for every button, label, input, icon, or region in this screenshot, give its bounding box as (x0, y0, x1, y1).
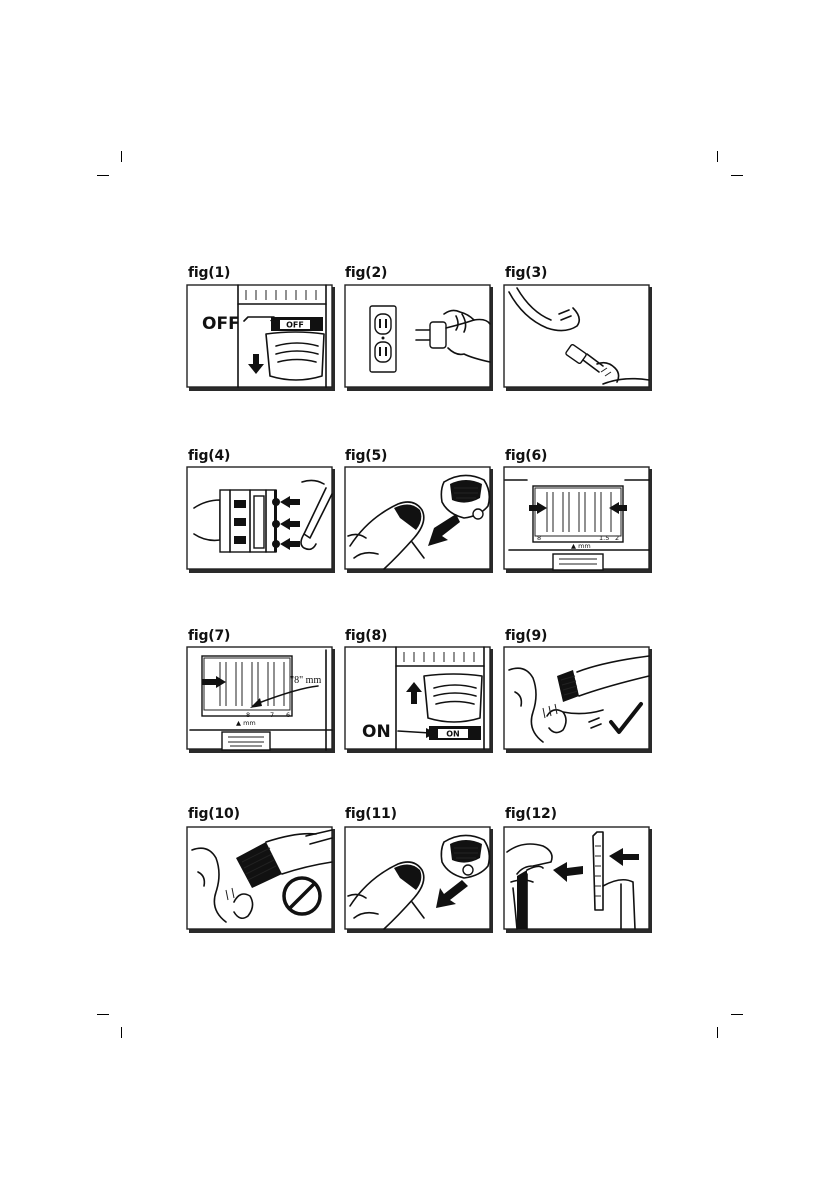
figure-caption: fig(12) (505, 806, 557, 822)
figure-caption: fig(2) (345, 265, 388, 281)
figure-10-illustration (186, 826, 336, 934)
off-label: OFF (202, 314, 240, 334)
crop-mark-tr-v (717, 151, 718, 162)
figure-7-illustration (186, 646, 336, 754)
on-label: ON (362, 722, 391, 742)
figure-6-illustration (503, 466, 653, 574)
figure-1-illustration (186, 284, 336, 392)
size-callout: "8" mm (290, 675, 322, 686)
crop-mark-bl-h (97, 1014, 109, 1015)
scale-label-left: 8 (246, 711, 251, 719)
scale-label-left: 8 (537, 534, 542, 542)
figure-9-illustration (503, 646, 653, 754)
off-tag: OFF (286, 320, 304, 330)
figure-caption: fig(11) (345, 806, 397, 822)
crop-mark-tl-v (121, 151, 122, 162)
figure-3-illustration (503, 284, 653, 392)
scale-label-right: 6 (286, 711, 291, 719)
figure-caption: fig(4) (188, 448, 231, 464)
scale-label-mid: 7 (270, 711, 275, 719)
figure-8-illustration (344, 646, 494, 754)
crop-mark-br-v (717, 1027, 718, 1038)
on-tag: ON (446, 729, 460, 739)
figure-caption: fig(9) (505, 628, 548, 644)
figure-5-illustration (344, 466, 494, 574)
scale-label-mid: 1.5 (599, 534, 610, 542)
crop-mark-bl-v (121, 1027, 122, 1038)
figure-12-illustration (503, 826, 653, 934)
figure-caption: fig(3) (505, 265, 548, 281)
figure-caption: fig(5) (345, 448, 388, 464)
figure-caption: fig(10) (188, 806, 240, 822)
figure-caption: fig(7) (188, 628, 231, 644)
figure-2-illustration (344, 284, 494, 392)
figure-4-illustration (186, 466, 336, 574)
crop-mark-br-h (731, 1014, 743, 1015)
figure-caption: fig(1) (188, 265, 231, 281)
figure-caption: fig(8) (345, 628, 388, 644)
scale-label-right: 2 (615, 534, 620, 542)
scale-unit: ▲ mm (571, 542, 591, 550)
scale-unit: ▲ mm (236, 719, 256, 727)
figure-11-illustration (344, 826, 494, 934)
figure-caption: fig(6) (505, 448, 548, 464)
crop-mark-tr-h (731, 175, 743, 176)
crop-mark-tl-h (97, 175, 109, 176)
